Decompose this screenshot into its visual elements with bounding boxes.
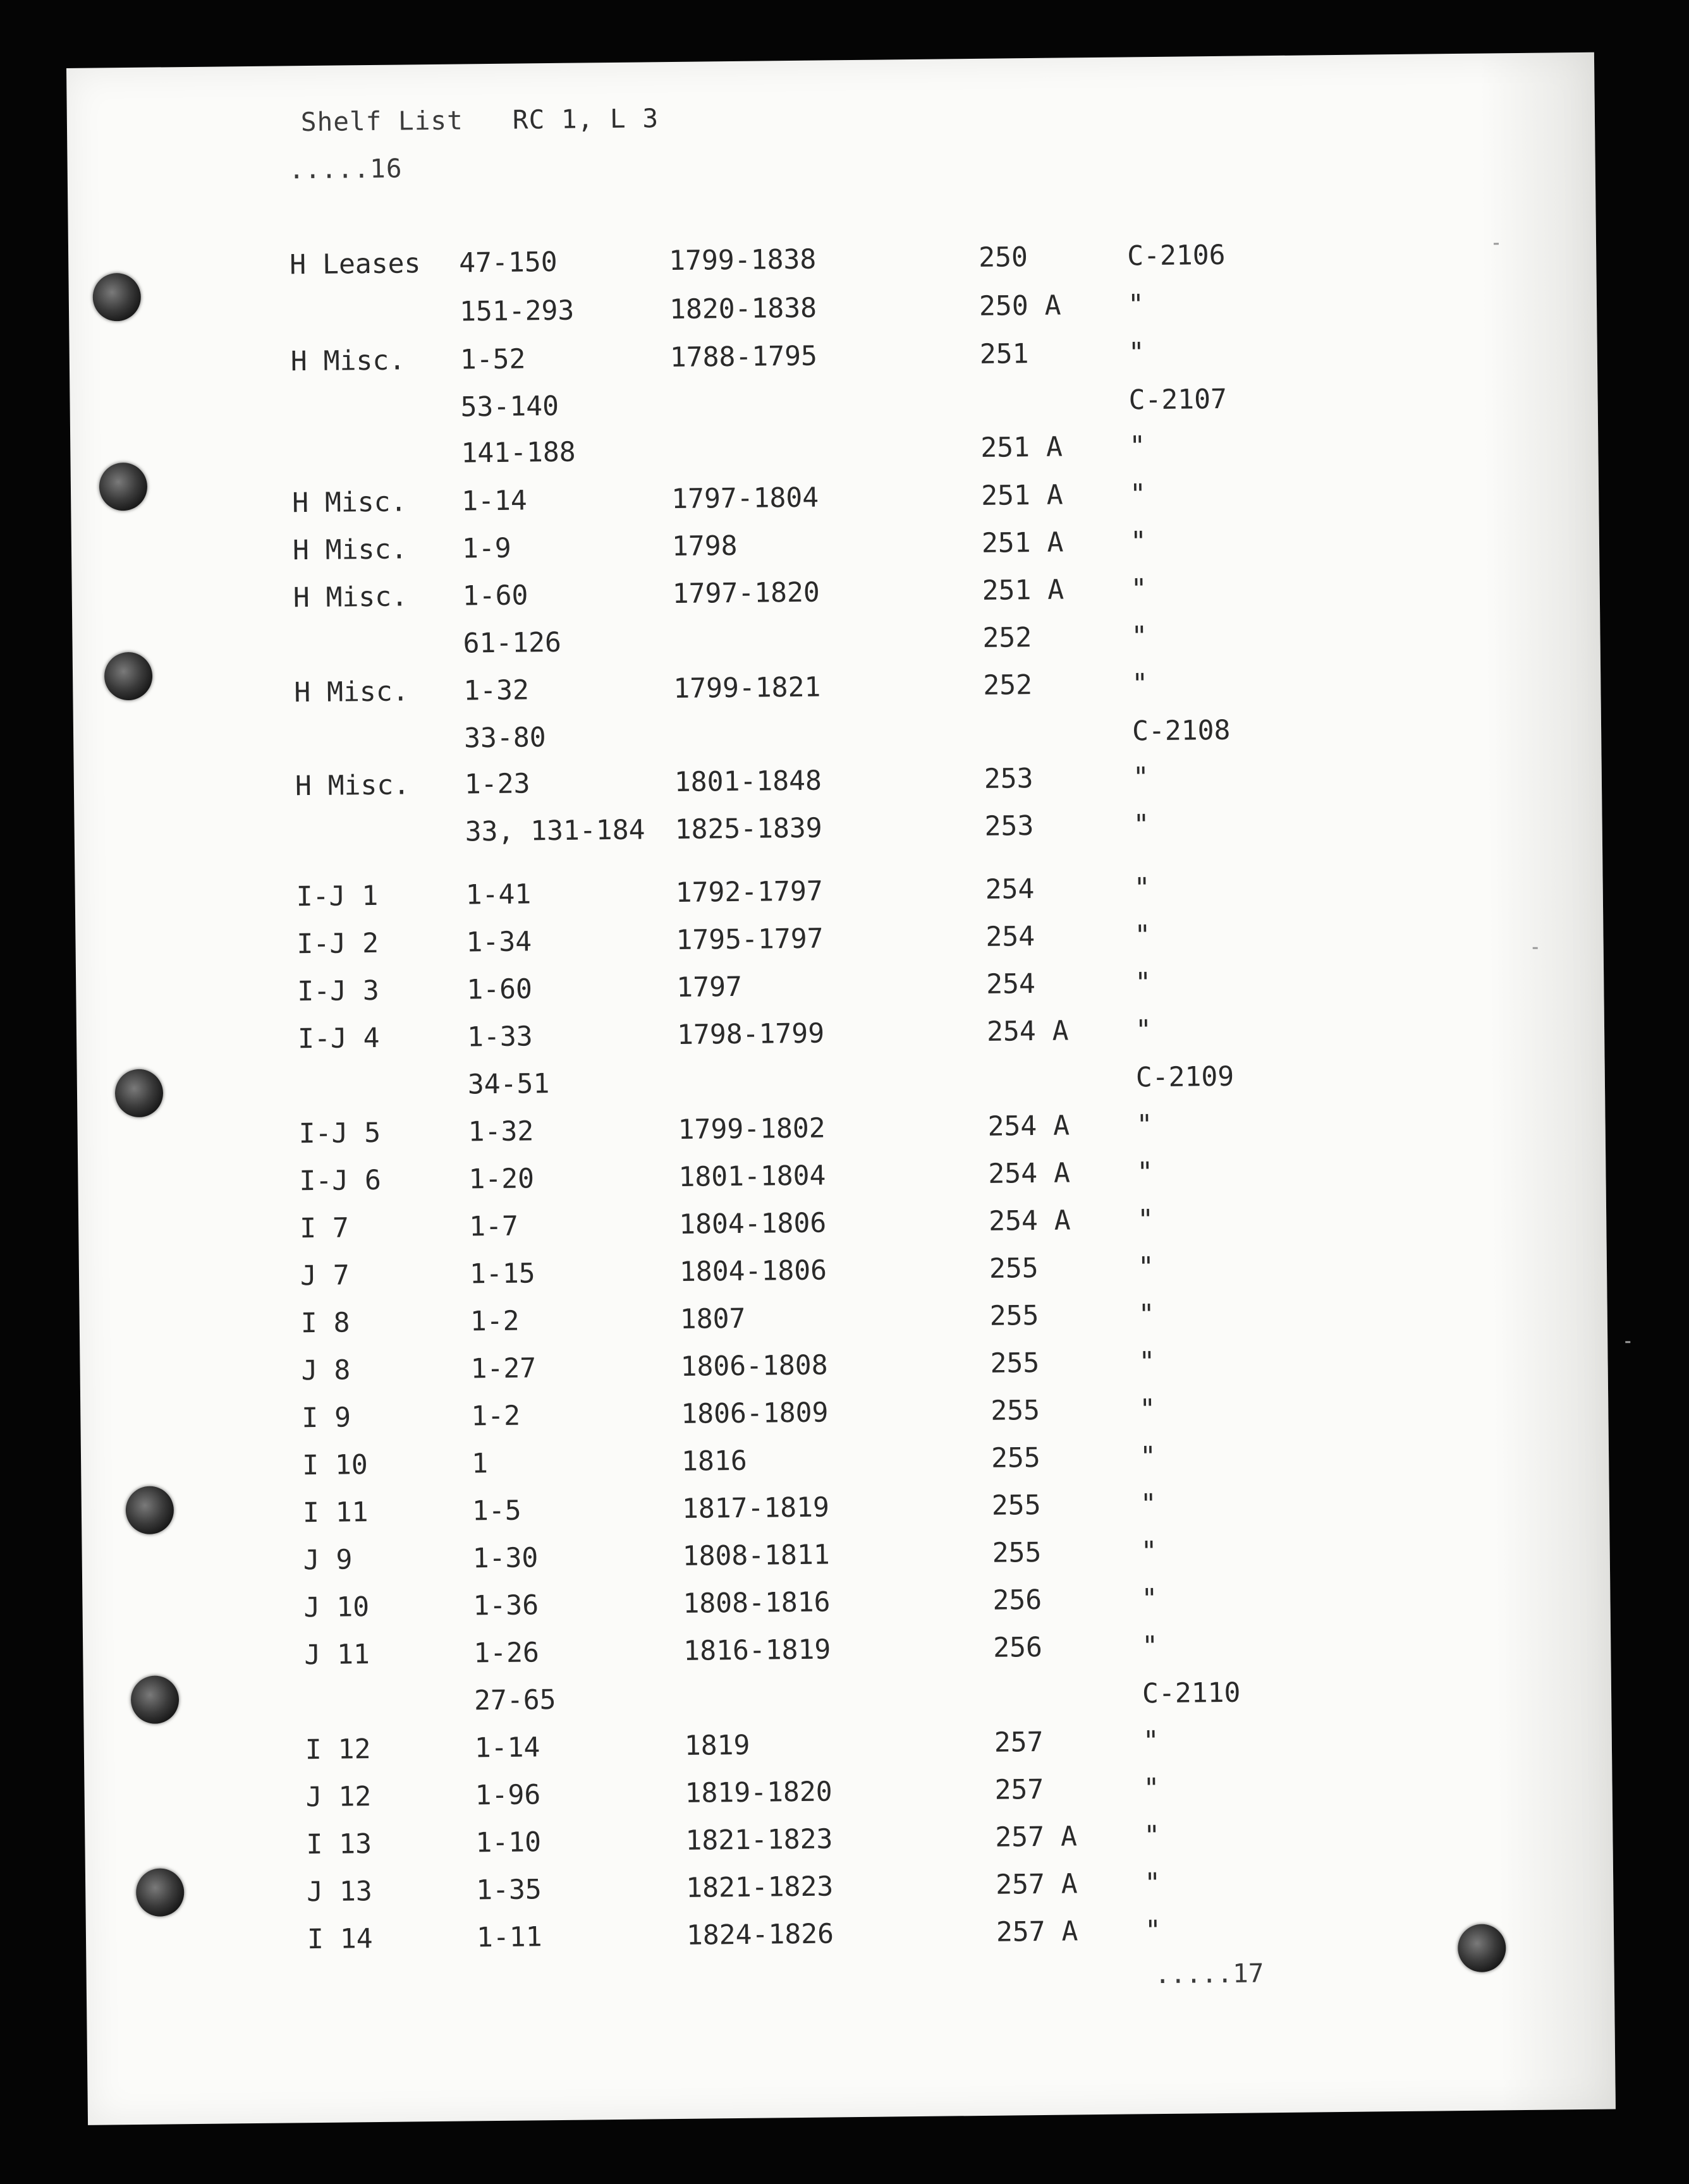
date-range-cell: 1801-1848: [674, 765, 822, 798]
series-cell: I 8: [300, 1307, 350, 1340]
item-range-cell: 1-11: [476, 1921, 542, 1954]
reel-number-cell: ": [1134, 919, 1151, 952]
reel-number-cell: ": [1134, 967, 1152, 999]
box-number-cell: 250: [978, 241, 1028, 274]
box-number-cell: 253: [984, 763, 1034, 795]
item-range-cell: 1-34: [466, 926, 532, 959]
table-row: [69, 289, 1145, 338]
series-cell: I-J 5: [298, 1117, 381, 1150]
box-number-cell: 252: [982, 622, 1032, 654]
reel-number-cell: ": [1136, 1109, 1153, 1141]
date-range-cell: 1821-1823: [685, 1823, 833, 1857]
box-number-cell: 256: [992, 1584, 1042, 1617]
box-number-cell: 255: [991, 1441, 1041, 1474]
series-cell: H Misc.: [295, 769, 410, 803]
item-range-cell: 1-32: [468, 1115, 534, 1148]
item-range-cell: 1-9: [461, 532, 511, 565]
punch-hole: [136, 1868, 185, 1917]
paper-speck: [1494, 243, 1499, 245]
punch-hole: [92, 273, 141, 322]
date-range-cell: 1816-1819: [683, 1634, 831, 1667]
series-cell: J 10: [303, 1591, 370, 1624]
box-number-cell: 255: [991, 1394, 1040, 1427]
date-range-cell: 1821-1823: [685, 1871, 834, 1904]
punch-hole: [131, 1675, 180, 1724]
box-number-cell: 251 A: [982, 574, 1064, 607]
table-row: [74, 761, 1149, 811]
box-number-cell: 256: [992, 1631, 1043, 1664]
box-number-cell: 257: [994, 1773, 1044, 1806]
table-row: [70, 430, 1146, 480]
date-range-cell: 1797-1820: [672, 576, 820, 610]
date-range-cell: 1795-1797: [676, 923, 824, 956]
reel-number-cell: ": [1137, 1156, 1154, 1189]
table-row: [76, 1014, 1152, 1064]
box-number-cell: 257 A: [996, 1915, 1078, 1948]
item-range-cell: 1-41: [465, 878, 532, 911]
item-range-cell: 1-36: [473, 1589, 539, 1622]
item-range-cell: 61-126: [463, 626, 562, 660]
reel-number-cell: ": [1133, 809, 1150, 841]
item-range-cell: 1-23: [464, 768, 530, 801]
box-number-cell: 254 A: [987, 1110, 1070, 1143]
reel-number-cell: ": [1139, 1393, 1156, 1426]
reel-number-cell: ": [1131, 668, 1149, 700]
reel-number-cell: ": [1137, 1204, 1154, 1236]
table-row: [68, 239, 1226, 289]
table-row: [78, 1204, 1154, 1253]
item-range-cell: 1-14: [461, 485, 528, 518]
box-number-cell: 255: [989, 1253, 1039, 1285]
series-cell: J 11: [304, 1639, 370, 1671]
series-cell: J 8: [301, 1354, 351, 1387]
reel-number-cell: ": [1137, 1251, 1155, 1283]
page-continuation-marker: .....16: [288, 153, 403, 185]
reel-number-cell: ": [1139, 1441, 1157, 1473]
date-range-cell: 1817-1819: [681, 1491, 830, 1525]
series-cell: I 13: [306, 1828, 372, 1861]
item-range-cell: 27-65: [473, 1684, 556, 1717]
date-range-cell: 1816: [681, 1445, 747, 1477]
document-page: [66, 52, 1616, 2125]
item-range-cell: 141-188: [461, 436, 576, 470]
record-reference: RC 1, L 3: [512, 103, 659, 135]
date-range-cell: 1806-1809: [681, 1397, 829, 1430]
reel-number-cell: ": [1141, 1583, 1158, 1615]
series-cell: H Leases: [290, 248, 421, 281]
reel-number-cell: C-2110: [1142, 1677, 1241, 1710]
box-number-cell: 254: [985, 873, 1035, 906]
box-number-cell: 254 A: [988, 1157, 1071, 1190]
date-range-cell: 1807: [680, 1302, 746, 1335]
box-number-cell: 251: [979, 338, 1029, 370]
reel-number-cell: C-2107: [1128, 383, 1228, 416]
item-range-cell: 34-51: [467, 1068, 550, 1101]
table-row: [86, 1915, 1162, 1964]
date-range-cell: 1797: [676, 971, 743, 1004]
reel-number-cell: C-2106: [1126, 239, 1226, 272]
date-range-cell: 1804-1806: [678, 1207, 827, 1241]
item-range-cell: 47-150: [459, 246, 558, 279]
punch-hole: [99, 463, 148, 511]
item-range-cell: 1-32: [463, 674, 530, 707]
box-number-cell: 251 A: [980, 479, 1063, 512]
table-row: [82, 1583, 1158, 1632]
reel-number-cell: ": [1135, 1014, 1152, 1046]
series-cell: I-J 3: [297, 974, 380, 1008]
next-page-marker: .....17: [1154, 1958, 1264, 1990]
date-range-cell: 1799-1838: [668, 243, 817, 277]
series-cell: I-J 1: [296, 880, 379, 913]
series-cell: I-J 6: [299, 1164, 382, 1198]
item-range-cell: 1-15: [469, 1258, 535, 1290]
series-cell: I 10: [302, 1449, 368, 1482]
series-cell: J 9: [303, 1544, 353, 1577]
reel-number-cell: ": [1144, 1915, 1162, 1947]
date-range-cell: 1799-1821: [673, 671, 821, 705]
box-number-cell: 255: [990, 1347, 1040, 1380]
reel-number-cell: ": [1129, 478, 1147, 511]
table-row: [83, 1677, 1241, 1727]
table-row: [77, 1060, 1235, 1111]
item-range-cell: 1-26: [473, 1637, 540, 1670]
box-number-cell: 257 A: [995, 1868, 1078, 1901]
table-row: [72, 573, 1147, 622]
date-range-cell: 1792-1797: [675, 875, 823, 909]
reel-number-cell: ": [1138, 1346, 1155, 1378]
reel-number-cell: ": [1127, 289, 1145, 321]
box-number-cell: 251 A: [980, 431, 1063, 464]
reel-number-cell: ": [1130, 526, 1147, 558]
item-range-cell: 151-293: [459, 294, 575, 328]
punch-hole: [126, 1486, 174, 1534]
reel-number-cell: ": [1130, 573, 1147, 605]
item-range-cell: 1-60: [462, 579, 528, 612]
date-range-cell: 1788-1795: [669, 340, 818, 374]
series-cell: H Misc.: [292, 533, 408, 567]
reel-number-cell: ": [1132, 761, 1149, 794]
series-cell: J 12: [305, 1781, 372, 1814]
date-range-cell: 1798: [671, 530, 738, 563]
page-edge-shading: [1480, 52, 1616, 2111]
item-range-cell: 1-60: [466, 973, 533, 1006]
date-range-cell: 1825-1839: [674, 812, 822, 846]
paper-speck: [1533, 947, 1538, 949]
series-cell: J 13: [306, 1876, 373, 1908]
punch-hole: [104, 652, 153, 701]
item-range-cell: 1-96: [475, 1779, 541, 1812]
item-range-cell: 1-10: [475, 1826, 542, 1859]
series-cell: J 7: [300, 1259, 350, 1292]
table-row: [75, 872, 1150, 921]
date-range-cell: 1808-1811: [682, 1539, 830, 1572]
item-range-cell: 33, 131-184: [465, 814, 645, 848]
paper-speck: [1625, 1341, 1630, 1343]
box-number-cell: 255: [991, 1489, 1041, 1522]
series-cell: H Misc.: [293, 581, 408, 614]
series-cell: H Misc.: [294, 676, 409, 709]
reel-number-cell: ": [1143, 1867, 1161, 1900]
box-number-cell: 251 A: [981, 526, 1064, 559]
series-cell: I 7: [299, 1212, 350, 1245]
reel-number-cell: ": [1129, 430, 1146, 463]
punch-hole: [115, 1069, 164, 1117]
date-range-cell: 1804-1806: [679, 1254, 827, 1288]
item-range-cell: 1-7: [468, 1210, 519, 1243]
box-number-cell: 257 A: [995, 1821, 1078, 1853]
date-range-cell: 1801-1804: [678, 1160, 826, 1193]
box-number-cell: 254 A: [988, 1204, 1071, 1237]
table-row: [81, 1441, 1157, 1490]
table-row: [82, 1536, 1157, 1585]
item-range-cell: 1-27: [470, 1352, 537, 1385]
box-number-cell: 250 A: [979, 289, 1061, 322]
item-range-cell: 53-140: [460, 390, 559, 423]
item-range-cell: 33-80: [463, 722, 546, 755]
date-range-cell: 1819: [684, 1729, 750, 1762]
shelf-list-title: Shelf List: [300, 105, 463, 138]
date-range-cell: 1799-1802: [678, 1112, 826, 1146]
series-cell: I 11: [302, 1496, 369, 1529]
item-range-cell: 1-52: [460, 343, 526, 376]
reel-number-cell: ": [1140, 1488, 1157, 1520]
reel-number-cell: ": [1142, 1725, 1159, 1757]
item-range-cell: 1-2: [470, 1305, 520, 1338]
date-range-cell: 1798-1799: [676, 1017, 825, 1051]
reel-number-cell: ": [1133, 872, 1150, 904]
box-number-cell: 254: [985, 921, 1035, 953]
box-number-cell: 255: [992, 1536, 1042, 1569]
reel-number-cell: ": [1143, 1820, 1161, 1852]
item-range-cell: 1-2: [471, 1400, 521, 1433]
box-number-cell: 253: [984, 810, 1034, 842]
item-range-cell: 1-5: [472, 1495, 521, 1527]
box-number-cell: 254: [986, 968, 1036, 1000]
table-row: [72, 621, 1148, 670]
series-cell: H Misc.: [290, 344, 406, 378]
box-number-cell: 254 A: [986, 1015, 1069, 1048]
item-range-cell: 1-20: [468, 1163, 535, 1196]
box-number-cell: 255: [989, 1299, 1039, 1332]
table-row: [71, 526, 1147, 575]
table-row: [73, 714, 1231, 765]
item-range-cell: 1: [471, 1448, 489, 1480]
box-number-cell: 257: [994, 1726, 1044, 1759]
reel-number-cell: ": [1141, 1630, 1159, 1663]
reel-number-cell: C-2108: [1131, 714, 1231, 748]
series-cell: I 14: [307, 1923, 373, 1956]
date-range-cell: 1819-1820: [685, 1776, 832, 1809]
table-row: [84, 1725, 1159, 1774]
date-range-cell: 1797-1804: [671, 482, 819, 516]
reel-number-cell: C-2109: [1135, 1060, 1235, 1094]
series-cell: H Misc.: [291, 486, 407, 519]
table-row: [74, 809, 1150, 858]
reel-number-cell: ": [1128, 337, 1145, 369]
date-range-cell: 1824-1826: [686, 1918, 834, 1951]
punch-hole: [1458, 1924, 1506, 1972]
item-range-cell: 1-14: [474, 1732, 540, 1764]
table-row: [77, 1109, 1153, 1158]
table-row: [79, 1251, 1155, 1301]
series-cell: I 12: [305, 1733, 371, 1766]
table-row: [85, 1867, 1161, 1917]
series-cell: I-J 4: [297, 1022, 380, 1055]
table-row: [75, 919, 1151, 969]
table-row: [80, 1393, 1156, 1443]
date-range-cell: 1820-1838: [669, 292, 817, 326]
reel-number-cell: ": [1138, 1299, 1155, 1331]
item-range-cell: 1-30: [472, 1542, 539, 1575]
series-cell: I-J 2: [296, 927, 379, 961]
item-range-cell: 1-33: [466, 1021, 533, 1053]
reel-number-cell: ": [1143, 1773, 1160, 1805]
item-range-cell: 1-35: [475, 1874, 542, 1907]
table-row: [84, 1773, 1160, 1822]
reel-number-cell: ": [1131, 621, 1148, 653]
date-range-cell: 1806-1808: [680, 1349, 828, 1383]
date-range-cell: 1808-1816: [683, 1586, 831, 1620]
reel-number-cell: ": [1140, 1536, 1157, 1568]
box-number-cell: 252: [983, 669, 1033, 701]
series-cell: I 9: [302, 1402, 351, 1435]
